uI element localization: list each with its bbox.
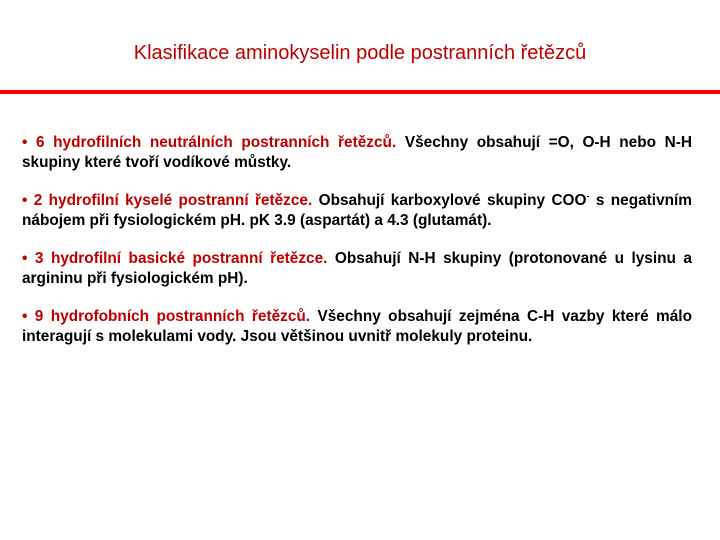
slide-body — [22, 133, 692, 365]
bullet: • — [22, 134, 36, 151]
paragraph-lead: 9 hydrofobních postranních řetězců. — [34, 308, 311, 325]
paragraph-basic — [22, 249, 692, 289]
paragraph-lead: 6 hydrofilních neutrálních postranních řetězců. — [36, 134, 397, 151]
paragraph-hydrophobic — [22, 307, 692, 347]
bullet: • — [22, 308, 35, 325]
bullet: • — [22, 192, 34, 209]
superscript-charge: - — [586, 190, 590, 201]
paragraph-acidic — [22, 191, 692, 231]
title-divider — [0, 90, 720, 94]
paragraph-body: Obsahují N-H skupiny (protonované u lysinu a argininu při fysiologickém pH). — [22, 250, 692, 287]
bullet: • — [22, 250, 35, 267]
slide-title: Klasifikace aminokyselin podle postranních řetězců — [133, 42, 587, 64]
paragraph-lead: 2 hydrofilní kyselé postranní řetězce. — [33, 192, 313, 209]
paragraph-body: Všechny obsahují zejména C-H vazby které málo interagují s molekulami vody. Jsou většinou uvnitř molekuly proteinu. — [22, 308, 692, 345]
paragraph-neutral — [22, 133, 692, 173]
paragraph-body-cont: s negativním nábojem při fysiologickém pH. pK 3.9 (aspartát) a 4.3 (glutamát). — [22, 192, 692, 229]
paragraph-lead: 3 hydrofilní basické postranní řetězce. — [34, 250, 328, 267]
paragraph-body: Obsahují karboxylové skupiny COO — [312, 192, 587, 209]
paragraph-body: Všechny obsahují =O, O-H nebo N-H skupiny které tvoří vodíkové můstky. — [22, 134, 692, 171]
